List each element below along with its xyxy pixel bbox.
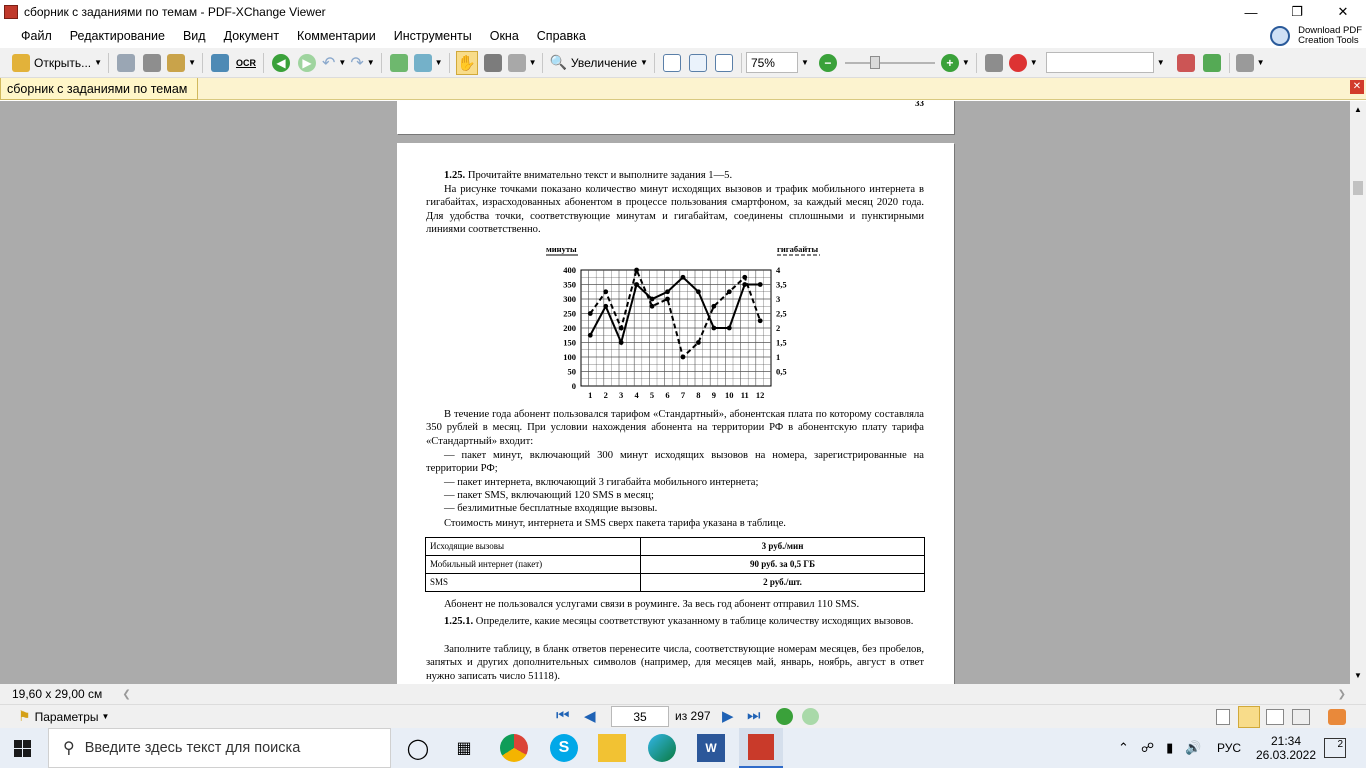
scroll-down-icon[interactable]: ▼ <box>1354 671 1362 680</box>
rotate-icon <box>390 54 408 72</box>
minutes-point <box>758 282 763 287</box>
zoom-value: 75% <box>750 55 775 70</box>
y2-tick-label: 2,5 <box>776 308 787 319</box>
current-page <box>397 143 954 684</box>
undo-button[interactable]: ↶ ▼ <box>321 54 347 72</box>
minutes-point <box>665 289 670 294</box>
search-prev-button[interactable] <box>1175 51 1197 75</box>
x-tick-label: 4 <box>634 390 639 400</box>
y-tick-label: 150 <box>563 337 576 348</box>
close-button[interactable]: ✕ <box>1337 4 1349 19</box>
fit-page-icon <box>689 54 707 72</box>
scroll-up-icon[interactable]: ▲ <box>1354 105 1362 114</box>
properties-icon <box>167 54 185 72</box>
word-icon[interactable]: W <box>697 734 725 762</box>
page-number-value: 35 <box>633 709 647 724</box>
tariff-table <box>425 537 925 592</box>
volume-icon[interactable]: 🔊 <box>1185 740 1202 755</box>
y2-tick-label: 1 <box>776 352 781 362</box>
gigabytes-point <box>619 326 624 331</box>
magnifier-icon: 🔍 <box>549 54 567 70</box>
menu-windows[interactable]: Окна <box>489 29 519 43</box>
y2-tick-label: 3,5 <box>776 279 787 290</box>
y2-tick-label: 4 <box>776 265 781 275</box>
x-tick-label: 12 <box>755 390 765 400</box>
open-label: Открыть... <box>34 55 92 70</box>
start-button[interactable] <box>14 740 31 757</box>
gigabytes-point <box>650 304 655 309</box>
search-prev-icon <box>1177 54 1195 72</box>
document-tab[interactable] <box>0 78 198 100</box>
notification-count: 2 <box>1337 739 1343 750</box>
cost-paragraph: Стоимость минут, интернета и SMS сверх пакета тарифа указана в таблице. <box>444 518 786 529</box>
clock-date: 26.03.2022 <box>1255 748 1317 762</box>
search-next-button[interactable] <box>1201 51 1223 75</box>
y-tick-label: 100 <box>563 352 576 362</box>
intro-paragraph: На рисунке точками показано количество минут исходящих вызовов и трафик мобильного интернета в гигабайтах, израсходованных абонентом в процессе пользования смартфоном, за каждый месяц 2020 года. Для удобства точки, соответствующие минутам и гигабайтам, соединены сплошными и пунктирными линиями соответственно. <box>426 184 924 236</box>
zoom-out-button[interactable] <box>817 51 839 75</box>
y2-tick-label: 3 <box>776 294 781 304</box>
question-1 <box>426 615 924 628</box>
minutes-point <box>603 304 608 309</box>
rotate-button[interactable] <box>388 51 410 75</box>
minutes-point <box>650 297 655 302</box>
task-number: 1.25. <box>444 170 466 181</box>
scan-button[interactable] <box>209 51 231 75</box>
last-page-icon[interactable]: ⏭ <box>747 707 761 724</box>
x-tick-label: 5 <box>649 390 655 400</box>
minutes-point <box>588 333 593 338</box>
app-icon <box>4 5 18 19</box>
zoom-dropdown-icon[interactable]: ▼ <box>800 58 809 67</box>
back-button[interactable] <box>270 51 292 75</box>
back-arrow-icon: ◀ <box>272 54 290 72</box>
facing-page-icon[interactable] <box>1266 709 1284 725</box>
nav-forward-icon[interactable] <box>802 708 819 725</box>
skype-icon[interactable]: S <box>550 734 578 762</box>
minutes-point <box>727 326 732 331</box>
gigabytes-point <box>634 268 639 273</box>
print-button[interactable] <box>141 51 163 75</box>
view-options-icon[interactable] <box>1328 709 1346 725</box>
y-axis-label: минуты <box>546 244 577 254</box>
x-tick-label: 7 <box>680 390 686 400</box>
download-pdf-tools-link[interactable] <box>1270 24 1362 48</box>
zoom-slider-thumb[interactable] <box>870 56 880 69</box>
y2-tick-label: 0,5 <box>776 366 787 377</box>
scroll-thumb[interactable] <box>1353 181 1363 195</box>
continuous-facing-icon[interactable] <box>1292 709 1310 725</box>
x-tick-label: 11 <box>740 390 749 400</box>
gigabytes-point <box>681 355 686 360</box>
gigabytes-point <box>727 289 732 294</box>
gigabytes-point <box>665 297 670 302</box>
minutes-point <box>634 282 639 287</box>
snapshot-button[interactable] <box>482 51 504 75</box>
usage-chart <box>537 243 827 403</box>
table-cell: Мобильный интернет (пакет) <box>426 556 641 574</box>
zoom-slider[interactable] <box>845 51 935 75</box>
y-tick-label: 250 <box>563 308 576 319</box>
hand-tool-button[interactable] <box>456 51 478 75</box>
print-icon <box>143 54 161 72</box>
question-number: 1.25.1. <box>444 616 474 627</box>
gigabytes-point <box>603 289 608 294</box>
tab-label: сборник с заданиями по темам <box>7 81 188 96</box>
gigabytes-point <box>588 311 593 316</box>
zoom-in-button[interactable]: + ▼ <box>941 51 970 75</box>
save-icon <box>117 54 135 72</box>
search-next-icon <box>1203 54 1221 72</box>
page-number: 33 <box>915 101 924 108</box>
table-cell: 90 руб. за 0,5 ГБ <box>641 556 925 574</box>
task-view-icon[interactable]: ▦ <box>456 740 472 757</box>
search-dropdown-icon[interactable]: ▼ <box>1156 58 1165 67</box>
tariff-paragraph: В течение года абонент пользовался тарифом «Стандартный», абонентская плата по которому составляла 350 рублей в месяц. При условии нахождения абонента на территории РФ в абонентскую плату тарифа «Стандартный» входит: <box>426 409 924 447</box>
document-tab-bar <box>0 78 1366 100</box>
search-field[interactable] <box>1046 52 1154 73</box>
ocr-icon: OCR <box>235 57 256 68</box>
roaming-paragraph: Абонент не пользовался услугами связи в роуминге. За весь год абонент отправил 110 SMS. <box>444 599 860 610</box>
clock[interactable] <box>1255 728 1317 768</box>
hand-icon: ✋ <box>457 54 476 72</box>
window-title: сборник с заданиями по темам - PDF-XChange Viewer <box>24 5 326 19</box>
text-select-icon <box>508 54 526 72</box>
download-line2: Creation Tools <box>1298 35 1359 46</box>
gigabytes-point <box>711 304 716 309</box>
x-tick-label: 2 <box>603 390 608 400</box>
bullet-internet: — пакет интернета, включающий 3 гигабайта мобильного интернета; <box>444 477 759 488</box>
notifications-icon[interactable] <box>1324 738 1346 758</box>
y-tick-label: 0 <box>571 381 576 391</box>
y2-tick-label: 2 <box>776 323 781 333</box>
clock-time: 21:34 <box>1270 734 1302 748</box>
tray-expand-icon[interactable]: ⌃ <box>1118 740 1129 755</box>
x-tick-label: 6 <box>665 390 670 400</box>
table-cell: Исходящие вызовы <box>426 538 641 556</box>
ocr-button[interactable] <box>235 51 257 75</box>
menu-tools[interactable]: Инструменты <box>393 29 472 43</box>
prev-page-icon[interactable]: ◀ <box>584 708 596 725</box>
toolbar <box>0 48 1366 78</box>
restore-button[interactable]: ❐ <box>1291 4 1303 19</box>
x-tick-label: 9 <box>711 390 716 400</box>
menu-document[interactable]: Документ <box>223 29 280 43</box>
taskbar-search[interactable] <box>48 728 391 768</box>
nav-back-icon[interactable] <box>776 708 793 725</box>
scan-icon <box>211 54 229 72</box>
params-button[interactable]: ⚑ Параметры ▼ <box>18 708 110 724</box>
minutes-point <box>619 340 624 345</box>
file-explorer-icon[interactable] <box>598 734 626 762</box>
params-label: Параметры <box>34 709 99 724</box>
task-heading <box>426 169 924 182</box>
minutes-point <box>711 326 716 331</box>
minimize-button[interactable]: — <box>1244 4 1258 20</box>
plus-icon: + <box>941 54 959 72</box>
cortana-icon[interactable]: ◯ <box>406 737 430 760</box>
document-view[interactable] <box>0 101 1350 684</box>
table-row <box>426 574 925 592</box>
x-tick-label: 1 <box>588 390 593 400</box>
fit-width-button[interactable] <box>713 51 735 75</box>
camera-icon <box>484 54 502 72</box>
task-heading-text: Прочитайте внимательно текст и выполните задания 1—5. <box>467 170 733 181</box>
network-icon[interactable]: ☍ <box>1140 740 1155 755</box>
download-icon <box>1270 26 1290 46</box>
hscroll-right-icon[interactable]: ❯ <box>1337 688 1346 700</box>
bullet-incoming: — безлимитные бесплатные входящие вызовы. <box>444 503 658 514</box>
menu-file[interactable]: Файл <box>21 29 52 43</box>
forward-arrow-icon: ▶ <box>298 54 316 72</box>
undo-icon: ↶ <box>321 54 336 72</box>
y2-axis-label: гигабайты <box>777 244 819 254</box>
folder-icon <box>12 54 30 72</box>
find-button[interactable] <box>983 51 1005 75</box>
zoom-select[interactable] <box>746 52 798 73</box>
actual-size-button[interactable] <box>661 51 683 75</box>
gigabytes-point <box>696 340 701 345</box>
binoculars-icon <box>985 54 1003 72</box>
battery-icon[interactable]: ▮ <box>1166 740 1174 755</box>
ask-button[interactable]: ▼ <box>1009 51 1038 75</box>
search-icon: ⚲ <box>63 740 75 757</box>
minutes-point <box>696 289 701 294</box>
ask-icon <box>1009 54 1027 72</box>
status-bar <box>0 684 1366 704</box>
continuous-page-icon[interactable] <box>1238 706 1260 728</box>
taskbar <box>0 728 1366 768</box>
comment-tools-icon <box>1236 54 1254 72</box>
download-line1: Download PDF <box>1298 25 1362 36</box>
navigation-bar <box>0 704 1366 728</box>
instruction-paragraph: Заполните таблицу, в бланк ответов перенесите числа, соответствующие номерам месяцев, без пробелов, запятых и других дополнительных символов (например, для месяцев май, январь, ноябрь, август в ответ нужно записать число 51118). <box>426 644 924 682</box>
redo-button[interactable]: ↷ ▼ <box>350 54 375 72</box>
page-size: 19,60 x 29,00 см <box>12 687 103 701</box>
y-tick-label: 200 <box>563 323 576 333</box>
open-button[interactable]: Открыть... ▼ <box>12 51 102 75</box>
y-tick-label: 50 <box>567 366 576 377</box>
single-page-icon[interactable] <box>1216 709 1230 725</box>
language-indicator[interactable]: РУС <box>1217 741 1242 755</box>
table-row <box>426 538 925 556</box>
minus-icon: − <box>819 54 837 72</box>
chrome-icon[interactable] <box>500 734 528 762</box>
pages-button[interactable]: ▼ <box>414 51 443 75</box>
fit-width-icon <box>715 54 733 72</box>
table-cell: 2 руб./шт. <box>641 574 925 592</box>
search-placeholder: Введите здесь текст для поиска <box>84 740 301 756</box>
table-row <box>426 556 925 574</box>
next-page-icon[interactable]: ▶ <box>722 708 734 725</box>
y-tick-label: 350 <box>563 279 576 290</box>
page-total: из 297 <box>675 709 711 723</box>
x-tick-label: 3 <box>619 390 624 400</box>
pdf-viewer-taskbar-button[interactable] <box>739 728 783 768</box>
fit-page-button[interactable] <box>687 51 709 75</box>
table-cell: 3 руб./мин <box>641 538 925 556</box>
select-text-button[interactable]: ▼ <box>508 51 537 75</box>
vertical-scrollbar[interactable] <box>1350 101 1366 684</box>
previous-page <box>397 101 954 134</box>
zoom-tool-button[interactable]: 🔍 Увеличение ▼ <box>549 54 648 70</box>
flag-icon: ⚑ <box>18 708 31 724</box>
actual-size-icon <box>663 54 681 72</box>
gigabytes-point <box>742 275 747 280</box>
pdf-viewer-icon <box>748 734 774 760</box>
x-tick-label: 10 <box>725 390 734 400</box>
title-bar <box>0 0 1366 24</box>
y2-tick-label: 1,5 <box>776 337 787 348</box>
first-page-icon[interactable]: ⏮ <box>556 707 570 724</box>
menu-view[interactable]: Вид <box>182 29 206 43</box>
redo-icon: ↷ <box>350 54 364 72</box>
forward-button[interactable] <box>296 51 318 75</box>
comment-tools-button[interactable]: ▼ <box>1236 51 1265 75</box>
properties-button[interactable]: ▼ <box>167 51 196 75</box>
gigabytes-point <box>758 318 763 323</box>
edge-icon[interactable] <box>648 734 676 762</box>
question-text: Определите, какие месяцы соответствуют указанному в таблице количеству исходящих вызовов. <box>475 616 914 627</box>
y-tick-label: 400 <box>563 265 576 275</box>
menu-help[interactable]: Справка <box>536 29 586 43</box>
bullet-minutes: — пакет минут, включающий 300 минут исходящих вызовов на номера, зарегистрированные на территории РФ; <box>426 450 924 475</box>
menu-bar <box>0 24 1366 48</box>
x-tick-label: 8 <box>696 390 701 400</box>
menu-comments[interactable]: Комментарии <box>297 29 376 43</box>
page-number-input[interactable] <box>611 706 669 727</box>
menu-edit[interactable]: Редактирование <box>69 29 165 43</box>
y-tick-label: 300 <box>563 294 576 304</box>
bullet-sms: — пакет SMS, включающий 120 SMS в месяц; <box>444 490 654 501</box>
table-cell: SMS <box>426 574 641 592</box>
system-tray <box>1118 728 1201 768</box>
save-button[interactable] <box>115 51 137 75</box>
minutes-point <box>681 275 686 280</box>
hscroll-left-icon[interactable]: ❮ <box>122 688 131 700</box>
pages-icon <box>414 54 432 72</box>
close-tab-icon[interactable]: ✕ <box>1350 80 1364 94</box>
zoom-tool-label: Увеличение <box>570 55 638 70</box>
